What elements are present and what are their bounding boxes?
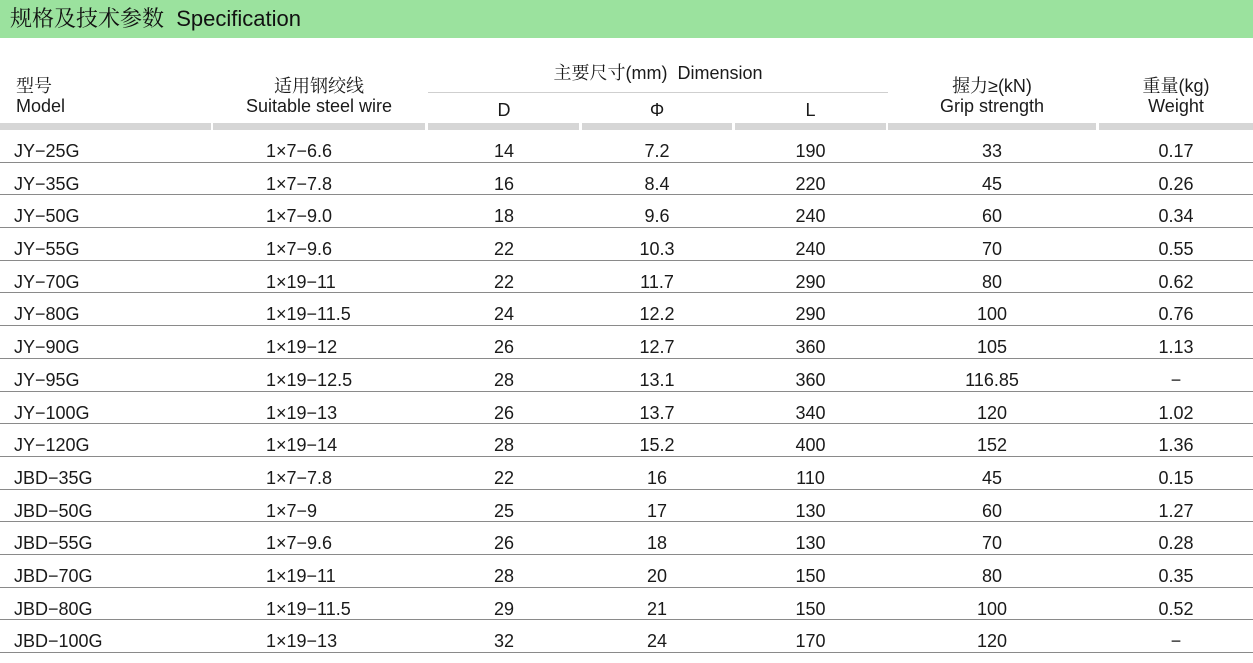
cell-weight: 1.27: [1158, 500, 1194, 521]
cell-grip: 80: [981, 565, 1003, 586]
table-row: [0, 490, 1253, 523]
cell-l: 290: [795, 271, 826, 292]
spec-table-body: [0, 130, 1253, 653]
cell-l: 150: [795, 565, 826, 586]
cell-l: 360: [795, 369, 826, 390]
header-model-cn: 型号: [16, 76, 52, 96]
cell-phi: 13.7: [639, 402, 675, 423]
cell-weight: 1.02: [1158, 402, 1194, 423]
cell-grip: 120: [976, 631, 1008, 652]
cell-model: JY−90G: [14, 337, 80, 358]
cell-model: JY−50G: [14, 206, 80, 227]
cell-d: 14: [493, 141, 515, 161]
table-row: [0, 163, 1253, 196]
header-grip-cn: 握力≥(kN): [952, 76, 1032, 96]
cell-wire: 1×19−14: [266, 435, 338, 456]
cell-grip: 100: [976, 598, 1008, 619]
cell-d: 26: [493, 533, 515, 554]
header-rule-d: [428, 123, 579, 130]
cell-weight: 0.28: [1158, 533, 1194, 554]
header-d: D: [497, 100, 511, 120]
header-weight: [1099, 76, 1253, 116]
header-model: [16, 76, 65, 116]
header-rule-l: [735, 123, 886, 130]
table-row: [0, 228, 1253, 261]
cell-weight: 0.55: [1158, 239, 1194, 260]
cell-phi: 20: [646, 565, 668, 586]
cell-weight: 1.36: [1158, 435, 1194, 456]
header-model-en: Model: [16, 96, 66, 116]
table-row: [0, 555, 1253, 588]
cell-d: 22: [493, 467, 515, 488]
table-row: [0, 424, 1253, 457]
cell-wire: 1×7−7.8: [266, 467, 333, 488]
cell-phi: 11.7: [640, 271, 674, 292]
cell-weight: 0.17: [1158, 141, 1194, 161]
cell-phi: 12.2: [639, 304, 675, 325]
table-row: [0, 261, 1253, 294]
cell-wire: 1×7−9.6: [266, 239, 333, 260]
cell-grip: 60: [981, 206, 1003, 227]
cell-weight: 0.26: [1158, 173, 1194, 194]
cell-d: 28: [493, 369, 515, 390]
cell-l: 240: [795, 206, 826, 227]
cell-wire: 1×7−9.0: [266, 206, 333, 227]
cell-model: JY−120G: [14, 435, 90, 456]
header-wire-en: Suitable steel wire: [245, 96, 393, 116]
cell-model: JY−25G: [14, 141, 80, 161]
cell-grip: 105: [976, 337, 1008, 358]
cell-d: 26: [493, 337, 515, 358]
header-weight-en: Weight: [1148, 96, 1204, 116]
cell-weight: 0.34: [1158, 206, 1194, 227]
header-weight-cn: 重量(kg): [1142, 76, 1210, 96]
cell-l: 360: [795, 337, 826, 358]
cell-model: JY−55G: [14, 239, 80, 260]
table-row: [0, 293, 1253, 326]
cell-l: 170: [795, 631, 826, 652]
table-row: [0, 392, 1253, 425]
cell-weight: −: [1170, 631, 1182, 652]
cell-wire: 1×19−12: [266, 337, 338, 358]
cell-d: 28: [493, 565, 515, 586]
cell-weight: 0.15: [1158, 467, 1194, 488]
cell-model: JBD−35G: [14, 467, 93, 488]
header-wire: [213, 76, 425, 116]
cell-weight: 0.76: [1158, 304, 1194, 325]
cell-weight: 0.52: [1158, 598, 1194, 619]
table-row: [0, 620, 1253, 653]
cell-grip: 60: [981, 500, 1003, 521]
section-title: 规格及技术参数 Specification: [10, 6, 301, 31]
cell-weight: −: [1170, 369, 1182, 390]
cell-weight: 0.62: [1158, 271, 1194, 292]
cell-l: 110: [796, 467, 825, 488]
cell-grip: 152: [976, 435, 1008, 456]
cell-grip: 45: [981, 173, 1003, 194]
cell-phi: 17: [646, 500, 668, 521]
cell-d: 32: [493, 631, 515, 652]
cell-phi: 24: [646, 631, 668, 652]
cell-phi: 9.6: [644, 206, 670, 227]
cell-model: JY−80G: [14, 304, 80, 325]
header-grip-en: Grip strength: [939, 96, 1045, 116]
cell-phi: 8.4: [644, 173, 670, 194]
cell-model: JY−70G: [14, 271, 80, 292]
header-phi: Φ: [649, 100, 665, 120]
section-title-bar: [0, 0, 1253, 38]
dimension-divider: [428, 92, 888, 93]
cell-wire: 1×19−13: [266, 631, 338, 652]
cell-l: 220: [795, 173, 826, 194]
cell-model: JBD−70G: [14, 565, 93, 586]
cell-l: 290: [795, 304, 826, 325]
header-rule-grip: [888, 123, 1096, 130]
cell-wire: 1×19−12.5: [266, 369, 353, 390]
cell-d: 22: [493, 271, 515, 292]
header-dimension: 主要尺寸(mm) Dimension: [553, 63, 763, 83]
cell-grip: 100: [976, 304, 1008, 325]
cell-l: 130: [795, 533, 826, 554]
cell-d: 26: [493, 402, 515, 423]
cell-weight: 0.35: [1158, 565, 1194, 586]
cell-d: 18: [493, 206, 515, 227]
cell-l: 240: [795, 239, 826, 260]
cell-model: JBD−50G: [14, 500, 93, 521]
cell-model: JBD−80G: [14, 598, 93, 619]
table-row: [0, 130, 1253, 163]
header-grip: [888, 76, 1096, 116]
cell-l: 400: [795, 435, 826, 456]
cell-d: 16: [493, 173, 515, 194]
cell-wire: 1×19−11.5: [266, 598, 351, 619]
cell-grip: 80: [981, 271, 1003, 292]
table-row: [0, 588, 1253, 621]
header-rule-weight: [1099, 123, 1253, 130]
cell-phi: 21: [646, 598, 668, 619]
cell-model: JY−35G: [14, 173, 80, 194]
cell-d: 25: [493, 500, 515, 521]
cell-wire: 1×19−11: [266, 565, 336, 586]
header-wire-cn: 适用钢绞线: [274, 76, 364, 96]
cell-d: 28: [493, 435, 515, 456]
cell-grip: 116.85: [965, 369, 1019, 390]
cell-model: JBD−100G: [14, 631, 103, 652]
cell-l: 340: [795, 402, 826, 423]
cell-wire: 1×19−13: [266, 402, 338, 423]
cell-l: 130: [795, 500, 826, 521]
cell-l: 150: [795, 598, 826, 619]
cell-grip: 45: [981, 467, 1003, 488]
cell-wire: 1×7−6.6: [266, 141, 333, 161]
cell-model: JY−100G: [14, 402, 90, 423]
cell-phi: 10.3: [639, 239, 675, 260]
table-row: [0, 326, 1253, 359]
cell-wire: 1×19−11.5: [266, 304, 351, 325]
cell-model: JY−95G: [14, 369, 80, 390]
cell-phi: 7.2: [644, 141, 670, 161]
cell-phi: 16: [646, 467, 668, 488]
cell-model: JBD−55G: [14, 533, 93, 554]
table-row: [0, 359, 1253, 392]
cell-phi: 18: [646, 533, 668, 554]
cell-d: 22: [493, 239, 515, 260]
table-row: [0, 195, 1253, 228]
table-row: [0, 522, 1253, 555]
cell-grip: 33: [981, 141, 1003, 161]
cell-phi: 15.2: [639, 435, 675, 456]
header-l: L: [805, 100, 816, 120]
cell-grip: 120: [976, 402, 1008, 423]
cell-d: 24: [493, 304, 515, 325]
cell-wire: 1×7−7.8: [266, 173, 333, 194]
cell-d: 29: [493, 598, 515, 619]
header-rule-phi: [582, 123, 732, 130]
cell-phi: 13.1: [639, 369, 675, 390]
cell-weight: 1.13: [1158, 337, 1194, 358]
cell-l: 190: [795, 141, 826, 161]
table-row: [0, 457, 1253, 490]
cell-wire: 1×7−9: [266, 500, 318, 521]
header-rule-wire: [213, 123, 425, 130]
cell-grip: 70: [981, 533, 1003, 554]
cell-grip: 70: [981, 239, 1003, 260]
cell-wire: 1×7−9.6: [266, 533, 333, 554]
header-rule-model: [0, 123, 211, 130]
cell-wire: 1×19−11: [266, 271, 336, 292]
cell-phi: 12.7: [639, 337, 675, 358]
